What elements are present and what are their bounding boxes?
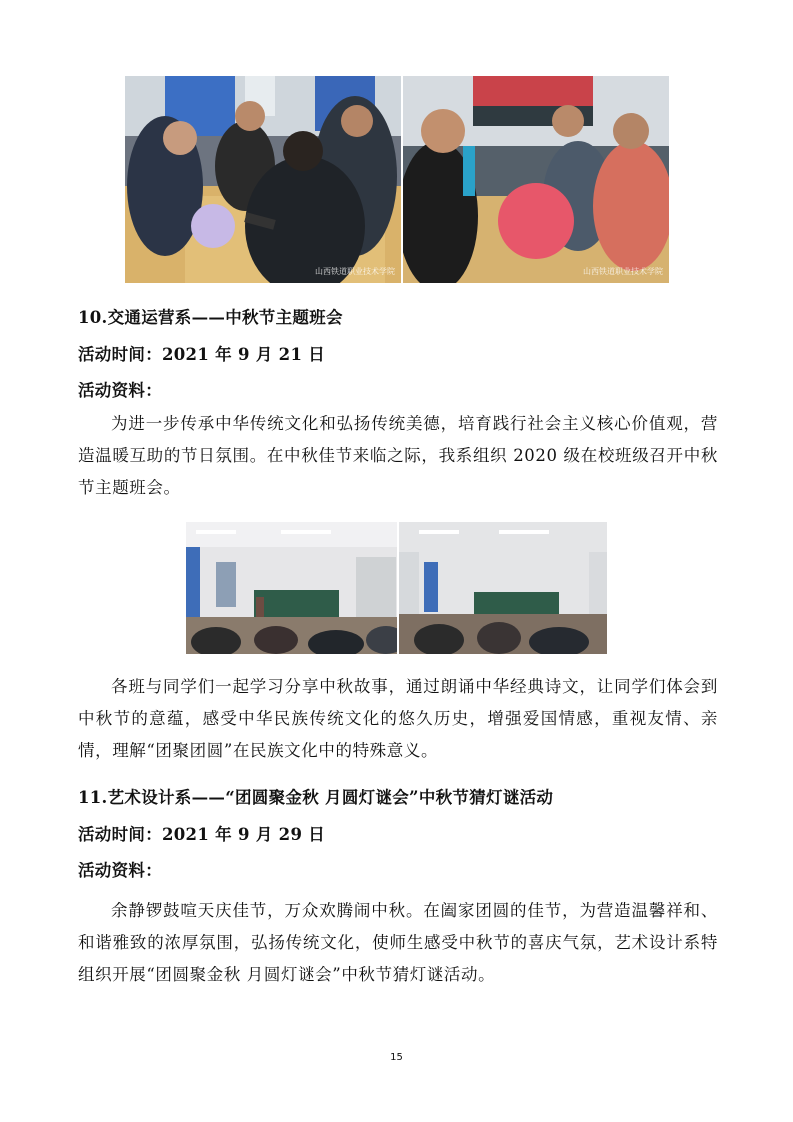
photo-lantern-making-right — [403, 76, 669, 283]
photo-watermark: 山西铁道职业技术学院 — [315, 267, 395, 276]
section-10-paragraph-1: 为进一步传承中华传统文化和弘扬传统美德，培育践行社会主义核心价值观，营造温暖互助的节日氛围。在中秋佳节来临之际，我系组织 2020 级在校班级召开中秋节主题班会。 — [78, 414, 718, 497]
section-10-time: 活动时间：2021 年 9 月 21 日 — [78, 345, 326, 364]
photo-lantern-making-left — [125, 76, 401, 283]
section-11-material-label: 活动资料： — [78, 861, 162, 880]
section-11-title: 11.艺术设计系——“团圆聚金秋 月圆灯谜会”中秋节猜灯谜活动 — [78, 788, 554, 807]
section-10-material-label: 活动资料： — [78, 381, 162, 400]
photo-watermark: 山西铁道职业技术学院 — [583, 267, 663, 276]
photo-class-meeting-right — [399, 522, 607, 654]
section-10-paragraph-2: 各班与同学们一起学习分享中秋故事，通过朗诵中华经典诗文，让同学们体会到中秋节的意蕴，感受中华民族传统文化的悠久历史，增强爱国情感，重视友情、亲情，理解“团聚团圆”在民族文化中的特殊意义。 — [78, 677, 718, 760]
page-number: 15 — [390, 1052, 403, 1063]
photo-class-meeting-left — [186, 522, 397, 654]
section-11-time: 活动时间：2021 年 9 月 29 日 — [78, 825, 326, 844]
section-10-title: 10.交通运营系——中秋节主题班会 — [78, 308, 343, 327]
section-11-paragraph-1: 余静锣鼓喧天庆佳节，万众欢腾闹中秋。在阖家团圆的佳节，为营造温馨祥和、和谐雅致的浓厚氛围，弘扬传统文化，使师生感受中秋节的喜庆气氛，艺术设计系特组织开展“团圆聚金秋 月圆灯谜会”中秋节猜灯谜活动。 — [78, 901, 718, 984]
